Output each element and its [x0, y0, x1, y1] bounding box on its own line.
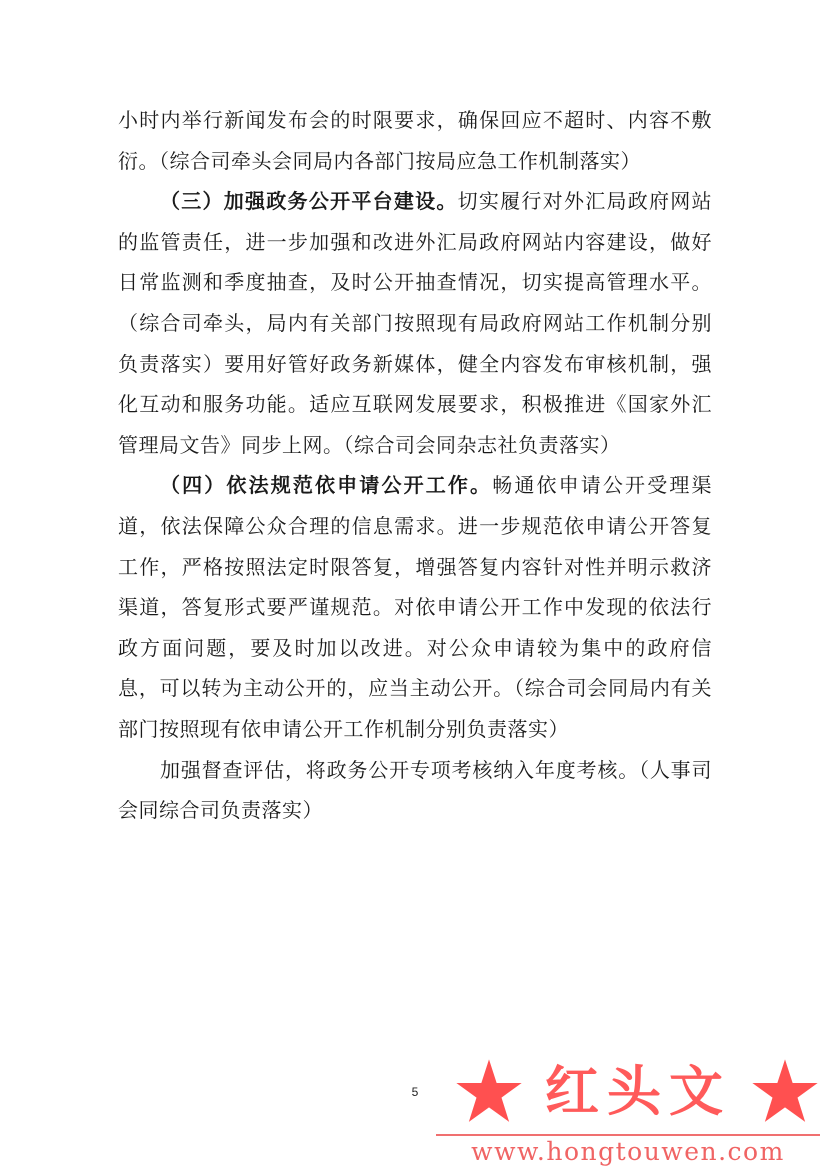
paragraph-text: 小时内举行新闻发布会的时限要求，确保回应不超时、内容不敷衍。（综合司牵头会同局内各部门按局应急工作机制落实）	[118, 108, 712, 173]
watermark-banner	[432, 1048, 824, 1134]
paragraph-supervision	[118, 750, 712, 831]
paragraph-text: 加强督查评估，将政务公开专项考核纳入年度考核。（人事司会同综合司负责落实）	[118, 757, 712, 823]
star-icon	[454, 1058, 524, 1124]
document-body	[118, 100, 712, 831]
paragraph-text: 切实履行对外汇局政府网站的监管责任，进一步加强和改进外汇局政府网站内容建设，做好日常监测和季度抽查，及时公开抽查情况，切实提高管理水平。（综合司牵头，局内有关部门按照现有局政府网站工作机制分别负责落实）要用好管好政务新媒体，健全内容发布审核机制，强化互动和服务功能。适应互联网发展要求，积极推进《国家外汇管理局文告》同步上网。（综合司会同杂志社负责落实）	[118, 189, 713, 457]
section-heading: （三）加强政务公开平台建设。	[160, 189, 458, 214]
watermark-title: 红头文	[545, 1059, 731, 1123]
watermark	[432, 1048, 824, 1168]
star-icon	[750, 1058, 820, 1124]
paragraph-application-disclosure	[118, 465, 712, 749]
paragraph-continuation	[118, 100, 712, 181]
paragraph-platform-construction	[118, 181, 712, 465]
section-heading: （四）依法规范依申请公开工作。	[160, 473, 493, 498]
page-number: 5	[411, 1085, 419, 1099]
watermark-url: www.hongtouwen.com	[471, 1137, 785, 1166]
paragraph-text: 畅通依申请公开受理渠道，依法保障公众合理的信息需求。进一步规范依申请公开答复工作，严格按照法定时限答复，增强答复内容针对性并明示救济渠道，答复形式要严谨规范。对依申请公开工作中发现的依法行政方面问题，要及时加以改进。对公众申请较为集中的政府信息，可以转为主动公开的，应当主动公开。（综合司会同局内有关部门按照现有依申请公开工作机制分别负责落实）	[118, 473, 712, 741]
watermark-divider	[436, 1134, 820, 1136]
